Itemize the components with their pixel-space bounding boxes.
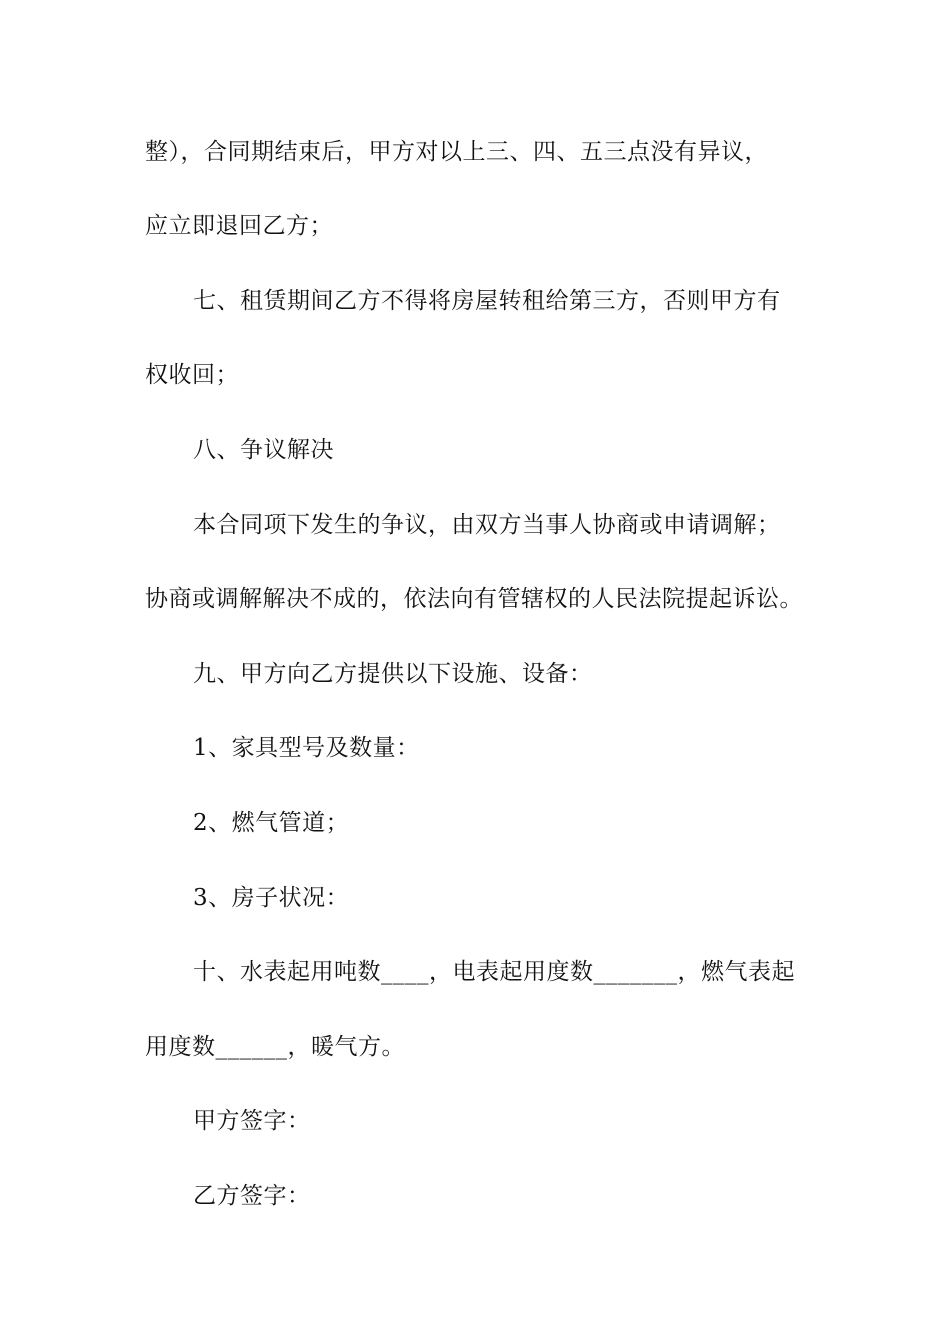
clause-9-heading: 九、甲方向乙方提供以下设施、设备： — [193, 661, 593, 687]
party-b-signature: 乙方签字： — [193, 1183, 311, 1209]
clause-8-heading: 八、争议解决 — [193, 437, 334, 463]
clause-6-continuation-line-1: 整），合同期结束后，甲方对以上三、四、五三点没有异议， — [145, 139, 768, 165]
clause-9-item-1: 1、家具型号及数量： — [193, 735, 420, 761]
clause-9-item-2: 2、燃气管道； — [193, 810, 350, 836]
clause-10-line-2: 用度数______，暖气方。 — [145, 1034, 405, 1060]
clause-10-line-1: 十、水表起用吨数____，电表起用度数_______，燃气表起 — [193, 959, 795, 985]
party-a-signature: 甲方签字： — [193, 1108, 311, 1134]
clause-9-item-3: 3、房子状况： — [193, 885, 350, 911]
clause-8-body-line-2: 协商或调解解决不成的，依法向有管辖权的人民法院提起诉讼。 — [145, 586, 803, 612]
clause-8-body-line-1: 本合同项下发生的争议，由双方当事人协商或申请调解； — [193, 512, 781, 538]
clause-6-continuation-line-2: 应立即退回乙方； — [145, 213, 333, 239]
clause-7-line-2: 权收回； — [145, 362, 239, 388]
clause-7-line-1: 七、租赁期间乙方不得将房屋转租给第三方，否则甲方有 — [193, 288, 781, 314]
